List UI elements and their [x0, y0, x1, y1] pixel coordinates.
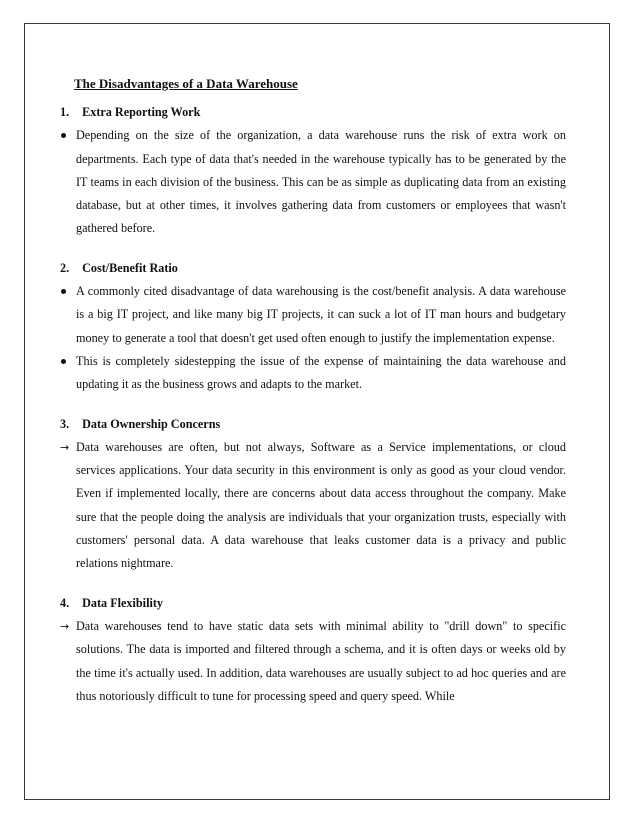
list-item: [60, 436, 566, 576]
section-data-ownership-concerns: [60, 413, 566, 576]
section-cost-benefit-ratio: [60, 257, 566, 397]
list-item-text: A commonly cited disadvantage of data warehousing is the cost/benefit analysis. A data warehouse is a big IT project, and like many big IT projects, it can suck a lot of IT man hours and budgetary money to generate a tool that doesn't get used often enough to justify the implementation expense.: [76, 284, 566, 345]
list-item-text: Data warehouses are often, but not always, Software as a Service implementations, or cloud services applications. Your data security in this environment is only as good as your cloud vendor. Even if implemented locally, there are concerns about data access throughout the company. Make sure that the people doing the analysis are individuals that your organization trusts, especially with customers' personal data. A data warehouse that leaks customer data is a privacy and public relations nightmare.: [76, 439, 566, 571]
document-title: The Disadvantages of a Data Warehouse: [74, 76, 298, 91]
list-item: [60, 124, 566, 240]
section-title: Cost/Benefit Ratio: [82, 260, 178, 275]
list-item: [60, 280, 566, 350]
list-item: [60, 350, 566, 397]
section-heading: [60, 413, 566, 436]
list-item-text: Depending on the size of the organization, a data warehouse runs the risk of extra work on departments. Each type of data that's needed in the warehouse typically has to be generated by the IT teams in each division of the business. This can be as simple as duplicating data from an existing database, but at other times, it involves gathering data from customers or employees that wasn't gathered before.: [76, 128, 566, 236]
section-number: 1.: [60, 105, 70, 119]
section-heading: [60, 592, 566, 615]
arrow-right-icon: →: [60, 440, 70, 454]
bullet-icon: [60, 124, 76, 147]
section-number: 3.: [60, 416, 70, 431]
list-item: [60, 615, 566, 708]
list-item-text: This is completely sidestepping the issue of the expense of maintaining the data warehouse and updating it as the business grows and adapts to the market.: [76, 353, 566, 392]
section-data-flexibility: [60, 592, 566, 708]
bullet-icon: [60, 280, 76, 303]
section-title: Extra Reporting Work: [82, 105, 201, 119]
section-heading: [60, 257, 566, 280]
arrow-right-icon: →: [60, 619, 70, 633]
list-item-text: Data warehouses tend to have static data sets with minimal ability to "drill down" to specific solutions. The data is imported and filtered through a schema, and it is often days or weeks old by the time it's actually used. In addition, data warehouses are usually subject to ad hoc queries and are thus notoriously difficult to tune for processing speed and query speed. While: [76, 618, 566, 703]
section-number: 2.: [60, 260, 70, 275]
section-extra-reporting-work: [60, 101, 566, 241]
section-title: Data Ownership Concerns: [82, 416, 221, 431]
bullet-icon: [60, 350, 76, 373]
document-body: [60, 72, 566, 724]
section-title: Data Flexibility: [82, 595, 163, 610]
section-heading: [60, 101, 566, 124]
section-number: 4.: [60, 595, 70, 610]
